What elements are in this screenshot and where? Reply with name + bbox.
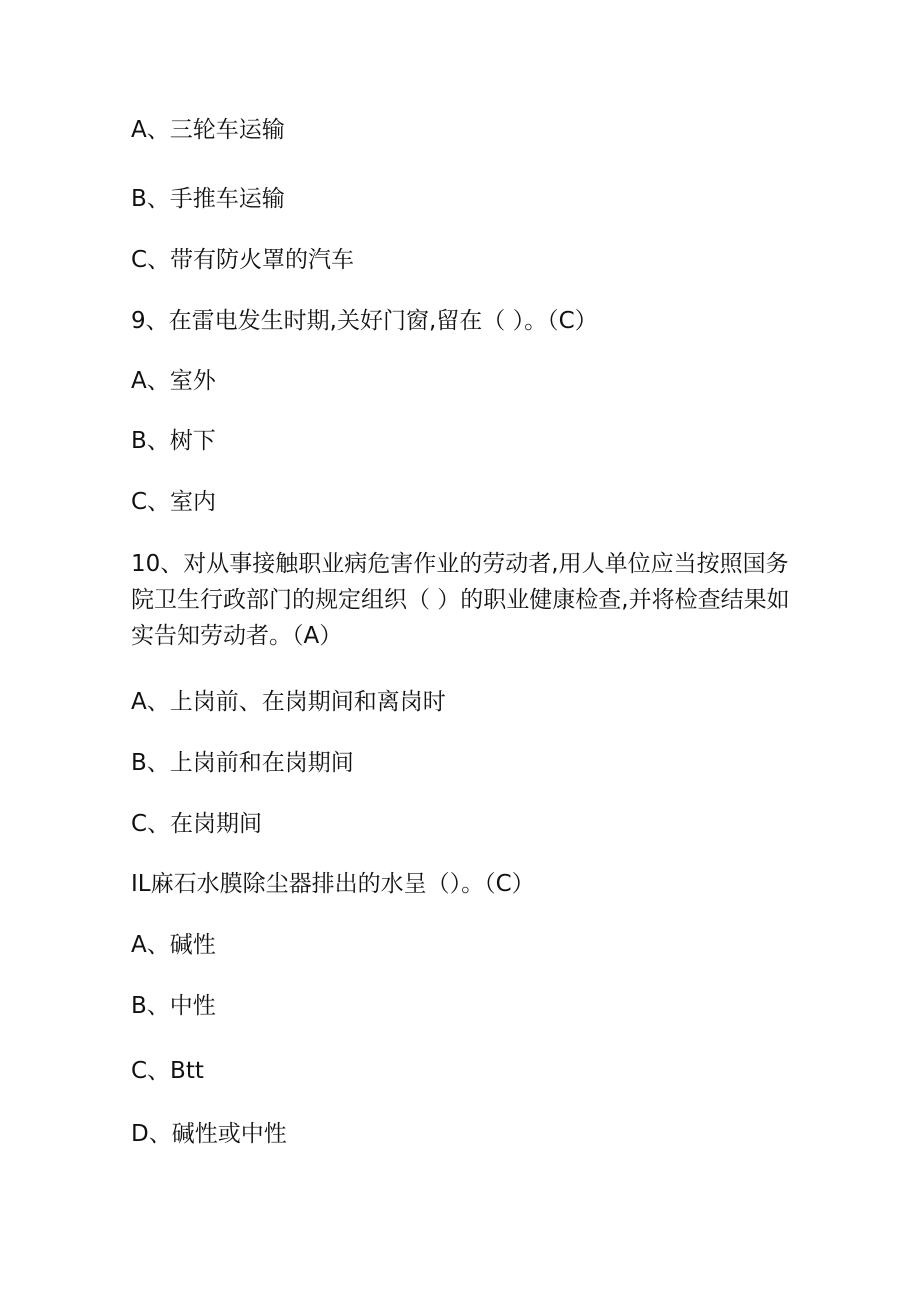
q9-option-c: C、室内	[131, 489, 217, 515]
q10-stem	[131, 546, 796, 654]
q11-option-c: C、Btt	[131, 1058, 204, 1084]
q9-option-a: A、室外	[131, 368, 216, 394]
q8-option-b: B、手推车运输	[131, 186, 285, 212]
q10-option-c: C、在岗期间	[131, 811, 263, 837]
q8-option-c: C、带有防火罩的汽车	[131, 247, 355, 273]
q11-option-d: D、碱性或中性	[131, 1121, 287, 1147]
q10-stem-line-1: 10、对从事接触职业病危害作业的劳动者,用人单位应当按照国务	[131, 551, 789, 577]
q10-option-b: B、上岗前和在岗期间	[131, 750, 354, 776]
q9-option-b: B、树下	[131, 428, 216, 454]
q10-stem-line-3: 实告知劳动者。（A）	[131, 623, 343, 649]
q9-stem: 9、在雷电发生时期,关好门窗,留在（ ）。（C）	[131, 308, 598, 334]
q10-stem-line-2: 院卫生行政部门的规定组织（ ）的职业健康检查,并将检查结果如	[131, 587, 790, 613]
q8-option-a: A、三轮车运输	[131, 117, 285, 143]
q11-stem: IL麻石水膜除尘器排出的水呈（）。（C）	[131, 871, 535, 897]
q11-option-b: B、中性	[131, 993, 216, 1019]
q11-option-a: A、碱性	[131, 932, 216, 958]
q10-option-a: A、上岗前、在岗期间和离岗时	[131, 689, 446, 715]
